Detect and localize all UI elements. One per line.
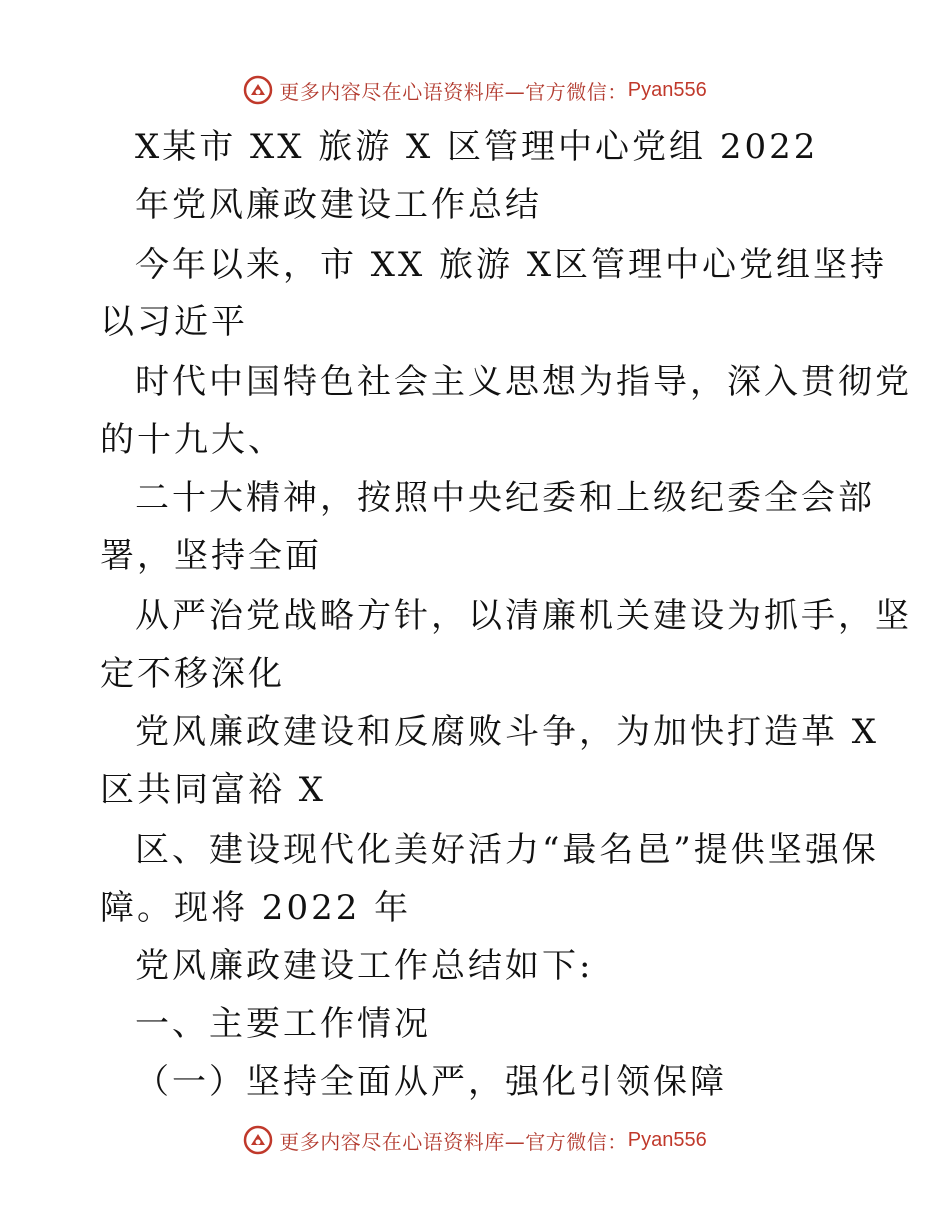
watermark-wechat-id: Pyan556 [627,1128,707,1151]
watermark-footer [0,1120,950,1160]
doc-line: 署，坚持全面 [100,536,322,576]
doc-line: 从严治党战略方针，以清廉机关建设为抓手，坚 [135,596,912,636]
doc-line: 障。现将 2022 年 [100,888,412,928]
doc-line: 今年以来，市 XX 旅游 X区管理中心党组坚持 [135,245,888,285]
doc-line: 区共同富裕 X [100,770,327,810]
doc-section-heading: 一、主要工作情况 [135,1004,431,1044]
doc-line: 以习近平 [100,302,248,342]
doc-line: 党风廉政建设工作总结如下: [135,946,594,986]
doc-title-line-1: X某市 XX 旅游 X 区管理中心党组 2022 [135,127,819,167]
doc-subsection-heading: （一）坚持全面从严，强化引领保障 [135,1062,727,1102]
doc-line: 定不移深化 [100,654,285,694]
brand-logo-icon [243,1125,273,1155]
watermark-text: 更多内容尽在心语资料库—官方微信： [279,79,628,104]
doc-line: 时代中国特色社会主义思想为指导，深入贯彻党 [135,362,912,402]
watermark-wechat-id: Pyan556 [627,78,707,101]
doc-line: 二十大精神，按照中央纪委和上级纪委全会部 [135,478,875,518]
watermark-text: 更多内容尽在心语资料库—官方微信： [279,1129,628,1154]
doc-title-line-2: 年党风廉政建设工作总结 [135,185,542,225]
doc-line: 区、建设现代化美好活力“最名邑”提供坚强保 [135,830,879,870]
doc-line: 党风廉政建设和反腐败斗争，为加快打造革 X [135,712,880,752]
doc-line: 的十九大、 [100,420,285,460]
